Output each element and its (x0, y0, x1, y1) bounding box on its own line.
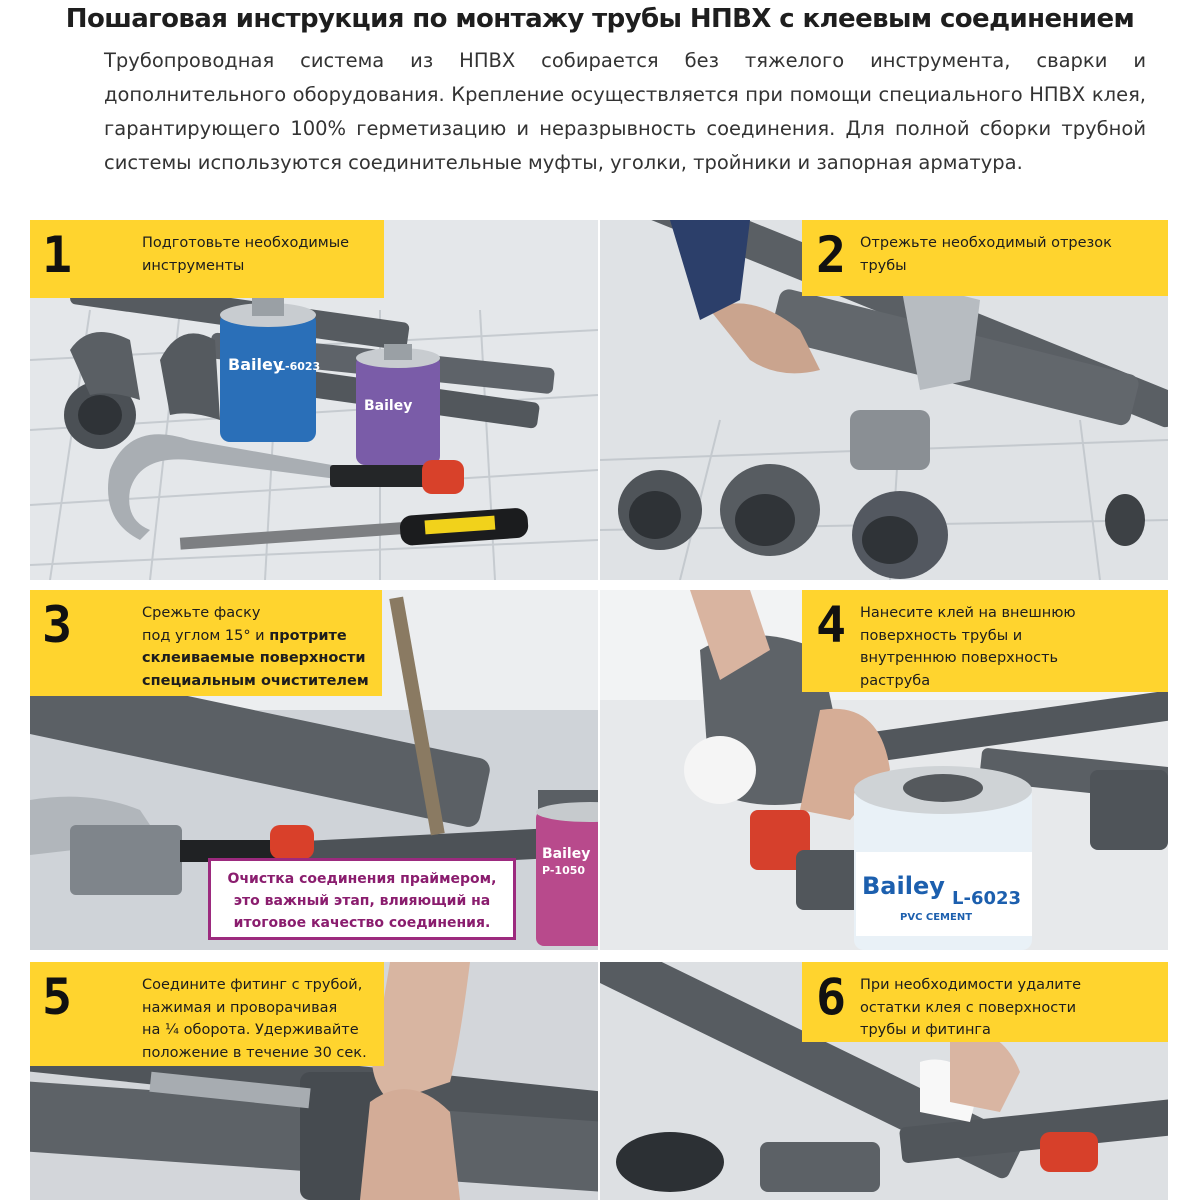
glue-can-code-4: L-6023 (952, 888, 1022, 909)
step-5-line-2: нажимая и проворачивая (142, 999, 338, 1016)
step-number-5: 5 (42, 968, 73, 1026)
step-text-5 (142, 974, 367, 1064)
step-number-4: 4 (816, 596, 847, 654)
step-3-line-3 (142, 647, 369, 670)
step-panel-4 (600, 590, 1168, 950)
step-4-line-3: внутреннюю поверхность (860, 650, 1059, 666)
glue-can-code: L-6023 (278, 360, 321, 373)
step-label-1 (30, 220, 384, 298)
step-3-line-2a: под углом 15° и (142, 627, 265, 644)
step-label-6 (802, 962, 1168, 1042)
step-label-5 (30, 962, 384, 1066)
step-number-3: 3 (42, 596, 73, 654)
step-panel-1 (30, 220, 598, 580)
step-2-line-2: трубы (860, 257, 907, 274)
step-number-6: 6 (816, 968, 847, 1026)
primer-can-code: P-1050 (542, 864, 586, 877)
step-text-3 (142, 602, 369, 692)
note-line-3: итоговое качество соединения. (233, 915, 491, 931)
primer-can-brand-1: Bailey (364, 398, 413, 414)
step-3-line-4-bold: специальным очистителем (142, 672, 369, 689)
step-panel-5 (30, 962, 598, 1200)
step-3-line-3-bold: склеиваемые поверхности (142, 650, 366, 666)
step-4-line-1: Нанесите клей на внешнюю (860, 605, 1076, 621)
step-label-3 (30, 590, 382, 696)
glue-can-sub-4: PVC CEMENT (900, 912, 973, 923)
step-text-6 (860, 974, 1081, 1042)
step-text-1 (142, 232, 349, 277)
primer-can-brand-3: Bailey (542, 846, 591, 862)
step-label-4 (802, 590, 1168, 692)
page-title: Пошаговая инструкция по монтажу трубы НПВХ с клеевым соединением (65, 4, 1135, 34)
note-line-2: это важный этап, влияющий на (233, 893, 491, 909)
step-panel-3 (30, 590, 598, 950)
step-label-2 (802, 220, 1168, 296)
step-text-2 (860, 232, 1112, 277)
primer-note-box (208, 858, 516, 940)
step-5-line-3: на ¼ оборота. Удерживайте (142, 1022, 359, 1038)
step-1-line-2: инструменты (142, 257, 245, 274)
glue-can-brand: Bailey (228, 355, 284, 374)
step-4-line-4: раструба (860, 672, 931, 689)
step-5-line-4: положение в течение 30 сек. (142, 1044, 367, 1061)
step-panel-6 (600, 962, 1168, 1200)
step-3-line-1: Срежьте фаску (142, 605, 261, 621)
glue-can-brand-4: Bailey (862, 872, 945, 900)
step-panel-2 (600, 220, 1168, 580)
step-text-4 (860, 602, 1076, 692)
step-number-1: 1 (42, 226, 73, 284)
step-3-line-2b: протрите (269, 627, 347, 644)
note-line-1: Очистка соединения праймером, (227, 871, 497, 887)
step-1-line-1: Подготовьте необходимые (142, 235, 350, 251)
step-6-line-2: остатки клея с поверхности (860, 999, 1077, 1016)
step-3-line-4 (142, 670, 369, 693)
step-6-line-1: При необходимости удалите (860, 977, 1082, 993)
step-3-line-2 (142, 625, 369, 648)
step-number-2: 2 (816, 226, 847, 284)
step-5-line-1: Соедините фитинг с трубой, (142, 977, 363, 993)
step-2-line-1: Отрежьте необходимый отрезок (860, 235, 1112, 251)
step-6-line-3: трубы и фитинга (860, 1022, 991, 1038)
intro-paragraph: Трубопроводная система из НПВХ собирается без тяжелого инструмента, сварки и дополнительного оборудования. Крепление осуществляется при помощи специального НПВХ клея, гарантирующего 100% герметизацию и неразрывность соединения. Для полной сборки трубной системы используются соединительные муфты, уголки, тройники и запорная арматура. (104, 49, 1146, 174)
step-4-line-2: поверхность трубы и (860, 627, 1023, 644)
